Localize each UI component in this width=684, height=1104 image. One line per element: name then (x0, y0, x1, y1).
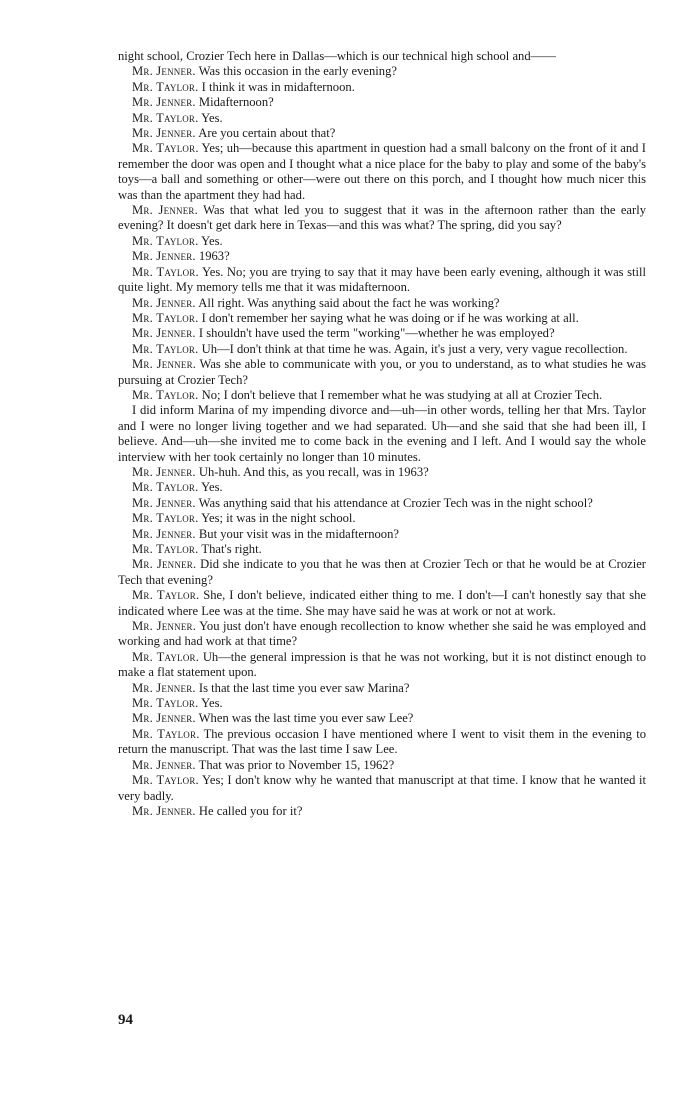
statement-text: Yes. (201, 233, 223, 248)
statement-text: I did inform Marina of my impending divorce and—uh—in other words, telling her that Mrs. Taylor and I were no longer living together and we had separated. Uh—and she said that she had been ill, I believe. And—uh—she invited me to come back in the evening and I left. And I would say the whole interview with her took certainly no longer than 10 minutes. (118, 403, 646, 464)
testimony-paragraph (118, 758, 646, 773)
testimony-paragraph (118, 311, 646, 326)
testimony-paragraph (118, 249, 646, 264)
speaker-name: Mr. Jenner. (132, 619, 197, 634)
speaker-name: Mr. Taylor. (132, 264, 199, 279)
statement-text: The previous occasion I have mentioned where I went to visit them in the evening to return the manuscript. That was the last time I saw Lee. (118, 726, 646, 757)
statement-text: Yes; I don't know why he wanted that manuscript at that time. I know that he wanted it very badly. (118, 773, 647, 803)
speaker-name: Mr. Taylor. (132, 542, 199, 556)
speaker-name: Mr. Jenner. (132, 95, 196, 110)
speaker-name: Mr. Jenner. (132, 680, 196, 695)
testimony-paragraph (118, 296, 646, 311)
testimony-paragraph (118, 557, 646, 588)
testimony-paragraph (118, 126, 646, 141)
speaker-name: Mr. Taylor. (132, 726, 200, 741)
testimony-paragraph (118, 773, 646, 804)
statement-text: You just don't have enough recollection to know whether she said he was employed and working and had work at that time? (118, 619, 646, 649)
speaker-name: Mr. Taylor. (132, 341, 199, 356)
speaker-name: Mr. Taylor. (132, 511, 199, 526)
speaker-name: Mr. Jenner. (132, 126, 196, 141)
testimony-paragraph (118, 234, 646, 249)
speaker-name: Mr. Jenner. (132, 249, 196, 264)
speaker-name: Mr. Taylor. (132, 649, 200, 664)
statement-text: I don't remember her saying what he was doing or if he was working at all. (201, 310, 579, 325)
speaker-name: Mr. Jenner. (132, 757, 196, 772)
statement-text: Was this occasion in the early evening? (198, 64, 397, 79)
statement-text: Yes. No; you are trying to say that it may have been early evening, although it was still quite light. My memory tells me that it was midafternoon. (118, 264, 647, 295)
statement-text: Uh—I don't think at that time he was. Again, it's just a very, very vague recollection. (201, 341, 628, 356)
testimony-paragraph (118, 681, 646, 696)
speaker-name: Mr. Taylor. (132, 696, 199, 711)
speaker-name: Mr. Jenner. (132, 203, 198, 218)
statement-text: He called you for it? (198, 803, 303, 818)
speaker-name: Mr. Taylor. (132, 480, 199, 495)
statement-text: 1963? (198, 249, 230, 264)
speaker-name: Mr. Taylor. (132, 233, 199, 248)
statement-text: Is that the last time you ever saw Marina? (198, 680, 410, 695)
testimony-paragraph (118, 480, 646, 495)
opening-paragraph: night school, Crozier Tech here in Dallas—which is our technical high school and—— (118, 49, 556, 63)
speaker-name: Mr. Jenner. (132, 326, 196, 341)
speaker-name: Mr. Jenner. (132, 557, 197, 572)
statement-text: All right. Was anything said about the fact he was working? (198, 295, 500, 310)
speaker-name: Mr. Jenner. (132, 464, 196, 479)
speaker-name: Mr. Taylor. (132, 141, 199, 156)
speaker-name: Mr. Jenner. (132, 526, 196, 541)
statement-text: Yes. (201, 696, 223, 711)
speaker-name: Mr. Taylor. (132, 79, 199, 94)
testimony-paragraph (118, 203, 646, 234)
testimony-paragraph (118, 388, 646, 403)
page-number: 94 (118, 1012, 133, 1028)
speaker-name: Mr. Jenner. (132, 64, 196, 79)
testimony-paragraph (118, 619, 646, 650)
testimony-paragraph (118, 357, 646, 388)
speaker-name: Mr. Taylor. (132, 387, 199, 402)
speaker-name: Mr. Taylor. (132, 310, 199, 325)
speaker-name: Mr. Taylor. (132, 110, 199, 125)
statement-text: When was the last time you ever saw Lee? (198, 711, 414, 726)
testimony-paragraph (118, 588, 646, 619)
testimony-paragraph (118, 111, 646, 126)
testimony-paragraph (118, 465, 646, 480)
testimony-paragraph (118, 342, 646, 357)
testimony-paragraph (118, 650, 646, 681)
speaker-name: Mr. Taylor. (132, 773, 199, 788)
testimony-paragraph (118, 403, 646, 465)
testimony-paragraph (118, 326, 646, 341)
statement-text: Yes. (201, 110, 223, 125)
testimony-paragraph (118, 141, 646, 203)
testimony-paragraph (118, 804, 646, 819)
speaker-name: Mr. Jenner. (132, 803, 196, 818)
statement-text: Are you certain about that? (198, 126, 336, 141)
speaker-name: Mr. Jenner. (132, 495, 196, 510)
statement-text: Uh—the general impression is that he was not working, but it is not distinct enough to make a flat statement upon. (118, 649, 646, 680)
speaker-name: Mr. Jenner. (132, 357, 197, 372)
statement-text: No; I don't believe that I remember what he was studying at all at Crozier Tech. (201, 387, 603, 402)
testimony-paragraph (118, 64, 646, 79)
testimony-paragraph (118, 711, 646, 726)
testimony-paragraphs (118, 64, 646, 819)
statement-text: I think it was in midafternoon. (201, 79, 355, 94)
statement-text: Yes; it was in the night school. (201, 511, 356, 526)
testimony-text (118, 49, 646, 819)
statement-text: I shouldn't have used the term "working"—whether he was employed? (198, 326, 555, 341)
statement-text: That was prior to November 15, 1962? (198, 757, 395, 772)
speaker-name: Mr. Jenner. (132, 295, 196, 310)
testimony-paragraph (118, 95, 646, 110)
statement-text: Midafternoon? (198, 95, 274, 110)
testimony-paragraph (118, 727, 646, 758)
testimony-paragraph (118, 80, 646, 95)
statement-text: Was anything said that his attendance at Crozier Tech was in the night school? (198, 495, 593, 510)
speaker-name: Mr. Taylor. (132, 588, 200, 603)
statement-text: But your visit was in the midafternoon? (198, 526, 399, 541)
statement-text: She, I don't believe, indicated either thing to me. I don't—I can't honestly say that she indicated where Lee was at the time. She may have said he was at work or not at work. (118, 588, 646, 618)
testimony-paragraph (118, 511, 646, 526)
testimony-paragraph (118, 496, 646, 511)
statement-text: Yes; uh—because this apartment in question had a small balcony on the front of it and I remember the door was open and I thought what a nice place for the baby to play and some of the baby's toys—a ball and something or other—were out there on this porch, and I thought how much nicer this was than the apartment they had had. (118, 141, 646, 202)
testimony-paragraph (118, 265, 646, 296)
testimony-paragraph (118, 527, 646, 542)
statement-text: Was she able to communicate with you, or you to understand, as to what studies he was pursuing at Crozier Tech? (118, 357, 647, 387)
statement-text: Yes. (201, 480, 223, 495)
statement-text: Did she indicate to you that he was then at Crozier Tech or that he would be at Crozier Tech that evening? (118, 557, 647, 587)
statement-text: Was that what led you to suggest that it was in the afternoon rather than the early evening? It doesn't get dark here in Texas—and this was what? The spring, did you say? (118, 203, 647, 233)
statement-text: That's right. (201, 542, 262, 556)
testimony-paragraph (118, 696, 646, 711)
testimony-paragraph (118, 542, 646, 557)
speaker-name: Mr. Jenner. (132, 711, 196, 726)
statement-text: Uh-huh. And this, as you recall, was in 1963? (198, 464, 429, 479)
